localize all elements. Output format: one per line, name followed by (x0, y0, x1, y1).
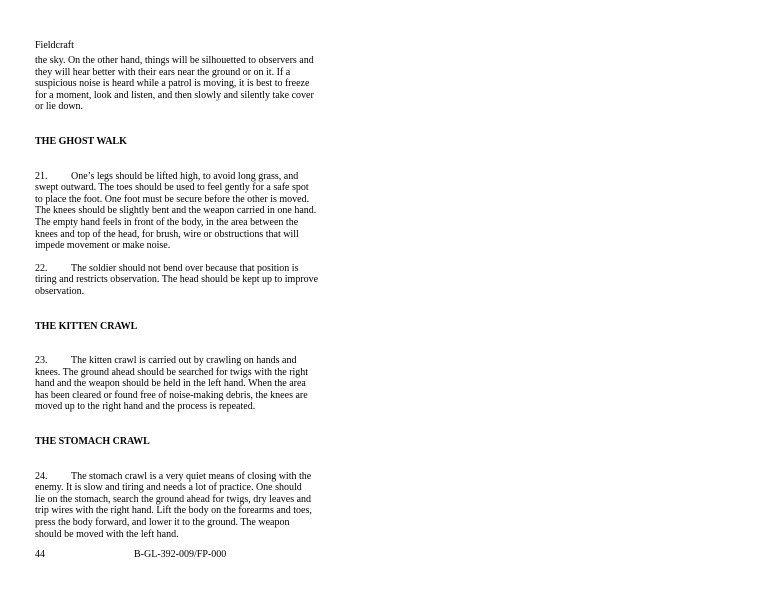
section-heading-stomach-crawl: THE STOMACH CRAWL (35, 436, 150, 448)
document-id: B-GL-392-009/FP-000 (134, 549, 227, 560)
text-line: observation. (35, 285, 85, 297)
section-heading-kitten-crawl: THE KITTEN CRAWL (35, 320, 138, 332)
page-body (35, 55, 327, 540)
text-line: The empty hand feels in front of the body, in the area between the (35, 216, 299, 228)
text-line-content: One’s legs should be lifted high, to avoid long grass, and (71, 170, 299, 182)
text-line-content: The stomach crawl is a very quiet means of closing with the (71, 470, 312, 482)
text-line: enemy. It is slow and tiring and needs a lot of practice. One should (35, 482, 302, 494)
text-line: tiring and restricts observation. The head should be kept up to improve (35, 274, 319, 286)
text-line: suspicious noise is heard while a patrol is moving, it is best to freeze (35, 78, 310, 90)
text-line: they will hear better with their ears near the ground or on it. If a (35, 66, 291, 78)
text-line: moved up to the right hand and the process is repeated. (35, 401, 256, 413)
paragraph-number: 22. (35, 262, 48, 274)
paragraph-23 (35, 355, 327, 413)
intro-paragraph (35, 55, 327, 113)
paragraph-number: 23. (35, 355, 48, 367)
text-line (35, 263, 327, 275)
text-line-content: The kitten crawl is carried out by crawling on hands and (71, 355, 297, 367)
text-line: for a moment, look and listen, and then slowly and silently take cover (35, 89, 314, 101)
paragraph-number: 24. (35, 470, 48, 482)
page-number: 44 (35, 549, 45, 560)
paragraph-21 (35, 171, 327, 252)
paragraph-22 (35, 263, 327, 298)
text-line: should be moved with the left hand. (35, 528, 179, 540)
text-line: The knees should be slightly bent and the weapon carried in one hand. (35, 205, 317, 217)
text-line-content: The soldier should not bend over because that position is (71, 262, 299, 274)
running-header: Fieldcraft (35, 40, 74, 51)
text-line: knees. The ground ahead should be searched for twigs with the right (35, 366, 309, 378)
text-line: impede movement or make noise. (35, 240, 171, 252)
paragraph-24 (35, 471, 327, 541)
section-heading-ghost-walk: THE GHOST WALK (35, 135, 127, 147)
text-line: lie on the stomach, search the ground ahead for twigs, dry leaves and (35, 493, 312, 505)
text-line: to place the foot. One foot must be secure before the other is moved. (35, 193, 310, 205)
text-line (35, 471, 327, 483)
text-line: hand and the weapon should be held in the left hand. When the area (35, 378, 306, 390)
text-line (35, 171, 327, 183)
paragraph-number: 21. (35, 170, 48, 182)
text-line: trip wires with the right hand. Lift the body on the forearms and toes, (35, 505, 312, 517)
text-line: or lie down. (35, 101, 84, 113)
text-line: swept outward. The toes should be used to feel gently for a safe spot (35, 182, 309, 194)
text-line: the sky. On the other hand, things will be silhouetted to observers and (35, 55, 314, 66)
text-line (35, 355, 327, 367)
text-line: press the body forward, and lower it to the ground. The weapon (35, 517, 290, 529)
text-line: has been cleared or found free of noise-making debris, the knees are (35, 389, 308, 401)
text-line: knees and top of the head, for brush, wire or obstructions that will (35, 228, 299, 240)
